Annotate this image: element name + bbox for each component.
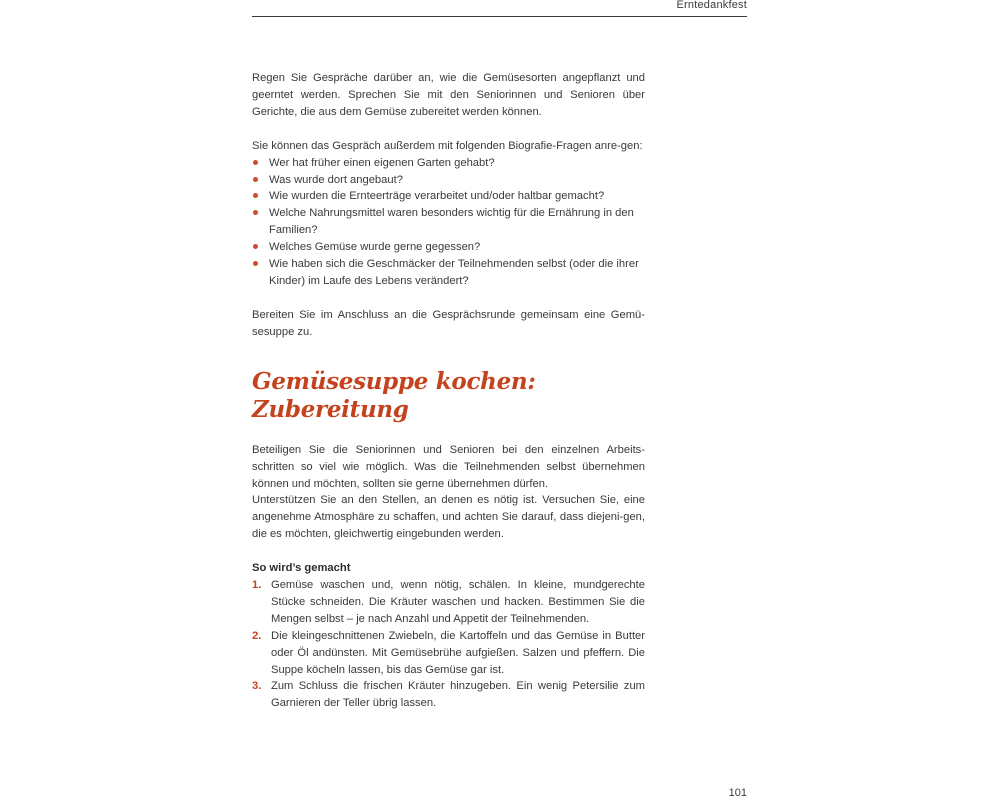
list-item: Wie wurden die Ernteerträge verarbeitet und/oder haltbar gemacht? [252,188,645,205]
intro-questions-lead: Sie können das Gespräch außerdem mit folgenden Biografie-Fragen anre-gen: [252,139,643,152]
list-item: Welches Gemüse wurde gerne gegessen? [252,239,645,256]
step-number: 1. [252,579,262,592]
list-item: 2. Die kleingeschnittenen Zwiebeln, die Kartoffeln und das Gemüse in Butter oder Öl andünsten. Mit Gemüsebrühe aufgießen. Salzen und pfeffern. Die Suppe köcheln lassen, bis das Gemüse gar ist. [252,629,645,676]
running-title: Erntedankfest [676,0,747,11]
biography-questions-list [252,155,645,290]
bullet-dot-icon [253,261,258,266]
bullet-dot-icon [253,193,258,198]
list-item: Wie haben sich die Geschmäcker der Teilnehmenden selbst (oder die ihrer Kinder) im Laufe des Lebens verändert? [252,256,645,290]
list-item: Welche Nahrungsmittel waren besonders wichtig für die Ernährung in den Familien? [252,205,645,239]
section-paragraph: Beteiligen Sie die Seniorinnen und Senioren bei den einzelnen Arbeits-schritten so viel wie möglich. Was die Teilnehmenden selbst übernehmen können und möchten, sollten sie gerne übernehmen dürfen. [252,443,645,490]
page-number: 101 [728,787,747,799]
section-heading: Gemüsesuppe kochen: Zubereitung [252,367,536,423]
list-item: 3. Zum Schluss die frischen Kräuter hinzugeben. Ein wenig Petersilie zum Garnieren der Teller übrig lassen. [252,680,645,710]
steps-subheading: So wird’s gemacht [252,562,351,575]
page-body [252,70,645,712]
list-item: Was wurde dort angebaut? [252,172,645,189]
bullet-dot-icon [253,177,258,182]
bullet-dot-icon [253,210,258,215]
bullet-dot-icon [253,244,258,249]
intro-paragraph: Regen Sie Gespräche darüber an, wie die Gemüsesorten angepflanzt und geerntet werden. Sprechen Sie mit den Seniorinnen und Senioren über Gerichte, die aus dem Gemüse zubereitet werden können. [252,72,645,118]
bullet-dot-icon [253,160,258,165]
step-number: 2. [252,629,262,642]
list-item: Wer hat früher einen eigenen Garten gehabt? [252,155,645,172]
list-item: 1. Gemüse waschen und, wenn nötig, schälen. In kleine, mundgerechte Stücke schneiden. Die Kräuter waschen und hacken. Bestimmen Sie die Mengen selbst – je nach Anzahl und Appetit der Teilnehmenden. [252,579,645,625]
section-paragraph: Unterstützen Sie an den Stellen, an denen es nötig ist. Versuchen Sie, eine angenehme Atmosphäre zu schaffen, und achten Sie darauf, dass diejeni-gen, die es möchten, gleichwertig eingebunden werden. [252,494,645,541]
recipe-steps-list [252,577,645,712]
soup-intro-paragraph: Bereiten Sie im Anschluss an die Gesprächsrunde gemeinsam eine Gemü-sesuppe zu. [252,308,645,338]
running-header [252,0,747,17]
step-number: 3. [252,680,262,693]
